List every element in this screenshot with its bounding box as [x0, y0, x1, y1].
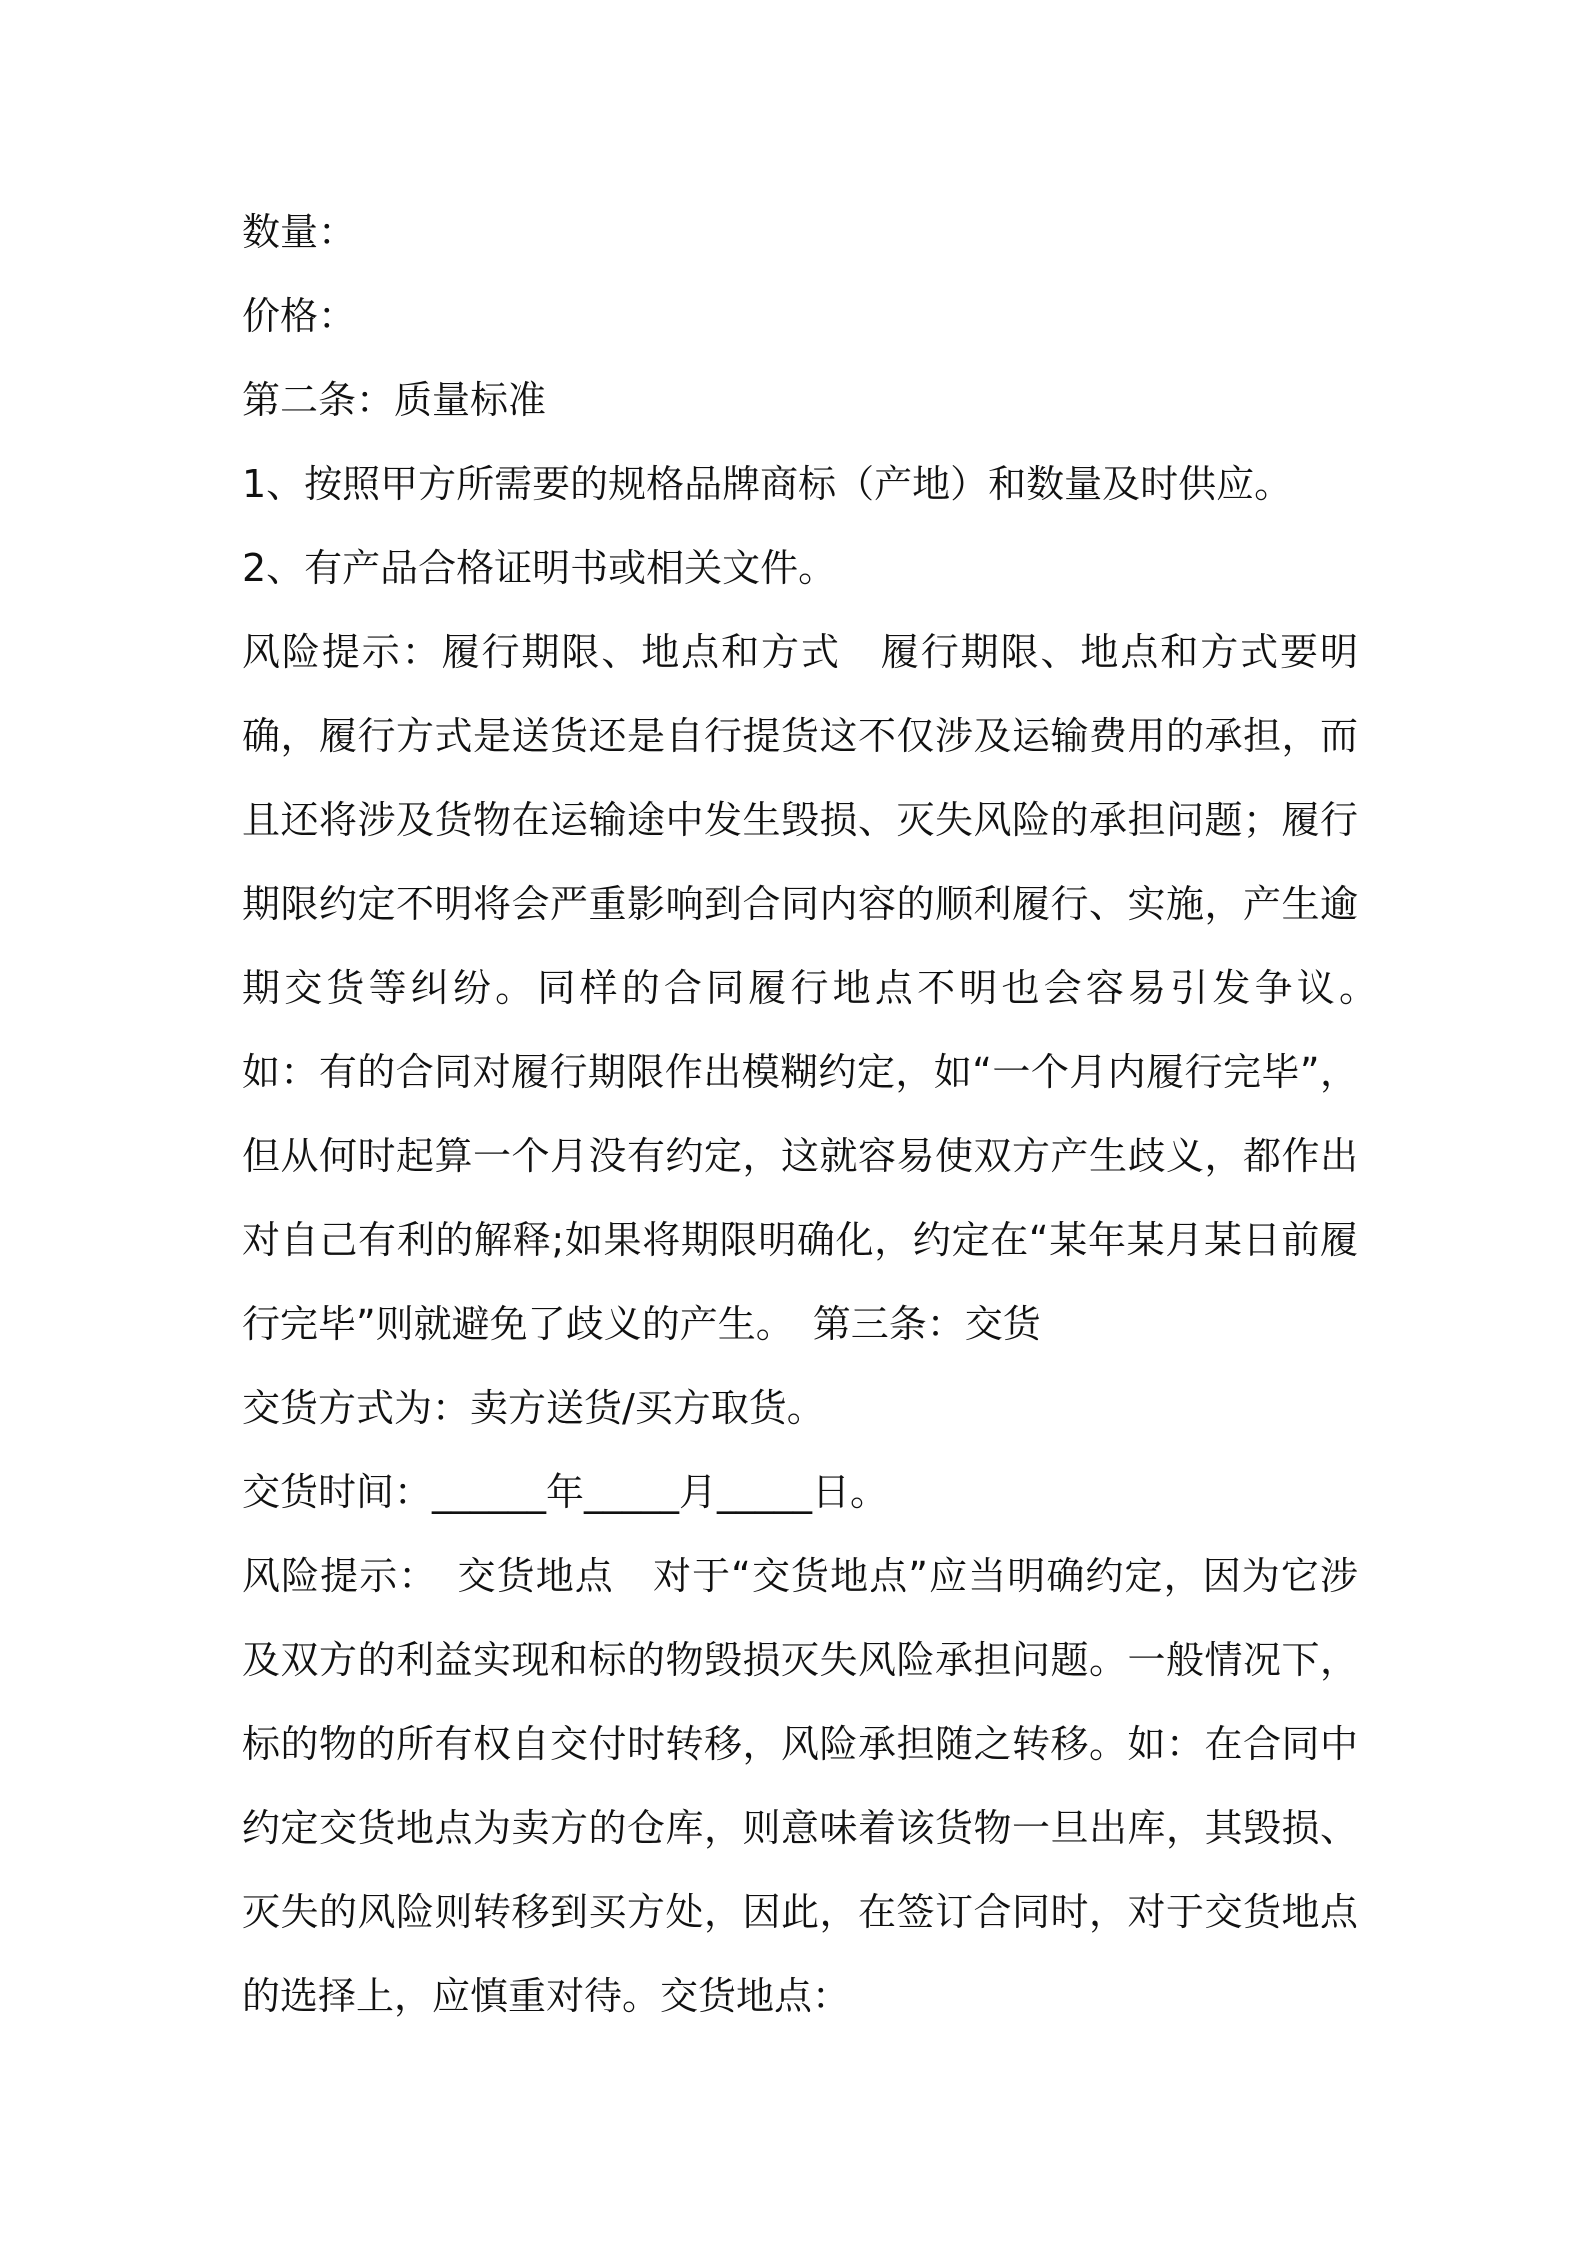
document-body: [242, 190, 1435, 2038]
quality-item-2: 2、有产品合格证明书或相关文件。: [242, 546, 837, 590]
quality-item-1: 1、按照甲方所需要的规格品牌商标（产地）和数量及时供应。: [242, 462, 1293, 506]
delivery-method-line: 交货方式为：卖方送货/买方取货。: [242, 1386, 825, 1430]
delivery-time-line: 交货时间：______年_____月_____日。: [242, 1470, 889, 1514]
risk-note-performance: 风险提示：履行期限、地点和方式 履行期限、地点和方式要明确，履行方式是送货还是自行提货这不仅涉及运输费用的承担，而且还将涉及货物在运输途中发生毁损、灭失风险的承担问题；履行期限约定不明将会严重影响到合同内容的顺利履行、实施，产生逾期交货等纠纷。同样的合同履行地点不明也会容易引发争议。 如：有的合同对履行期限作出模糊约定，如“一个月内履行完毕”，但从何时起算一个月没有约定，这就容易使双方产生歧义，都作出对自己有利的解释;如果将期限明确化，约定在“某年某月某日前履行完毕”则就避免了歧义的产生。 第三条：交货: [242, 630, 1435, 1346]
article-two-heading: 第二条：质量标准: [242, 378, 547, 422]
risk-note-delivery-location: 风险提示： 交货地点 对于“交货地点”应当明确约定，因为它涉及双方的利益实现和标的物毁损灭失风险承担问题。一般情况下，标的物的所有权自交付时转移，风险承担随之转移。如：在合同中约定交货地点为卖方的仓库，则意味着该货物一旦出库，其毁损、灭失的风险则转移到买方处，因此，在签订合同时，对于交货地点的选择上，应慎重对待。交货地点：: [242, 1554, 1358, 2018]
quantity-line: 数量：: [242, 210, 357, 254]
price-line: 价格：: [242, 294, 357, 338]
